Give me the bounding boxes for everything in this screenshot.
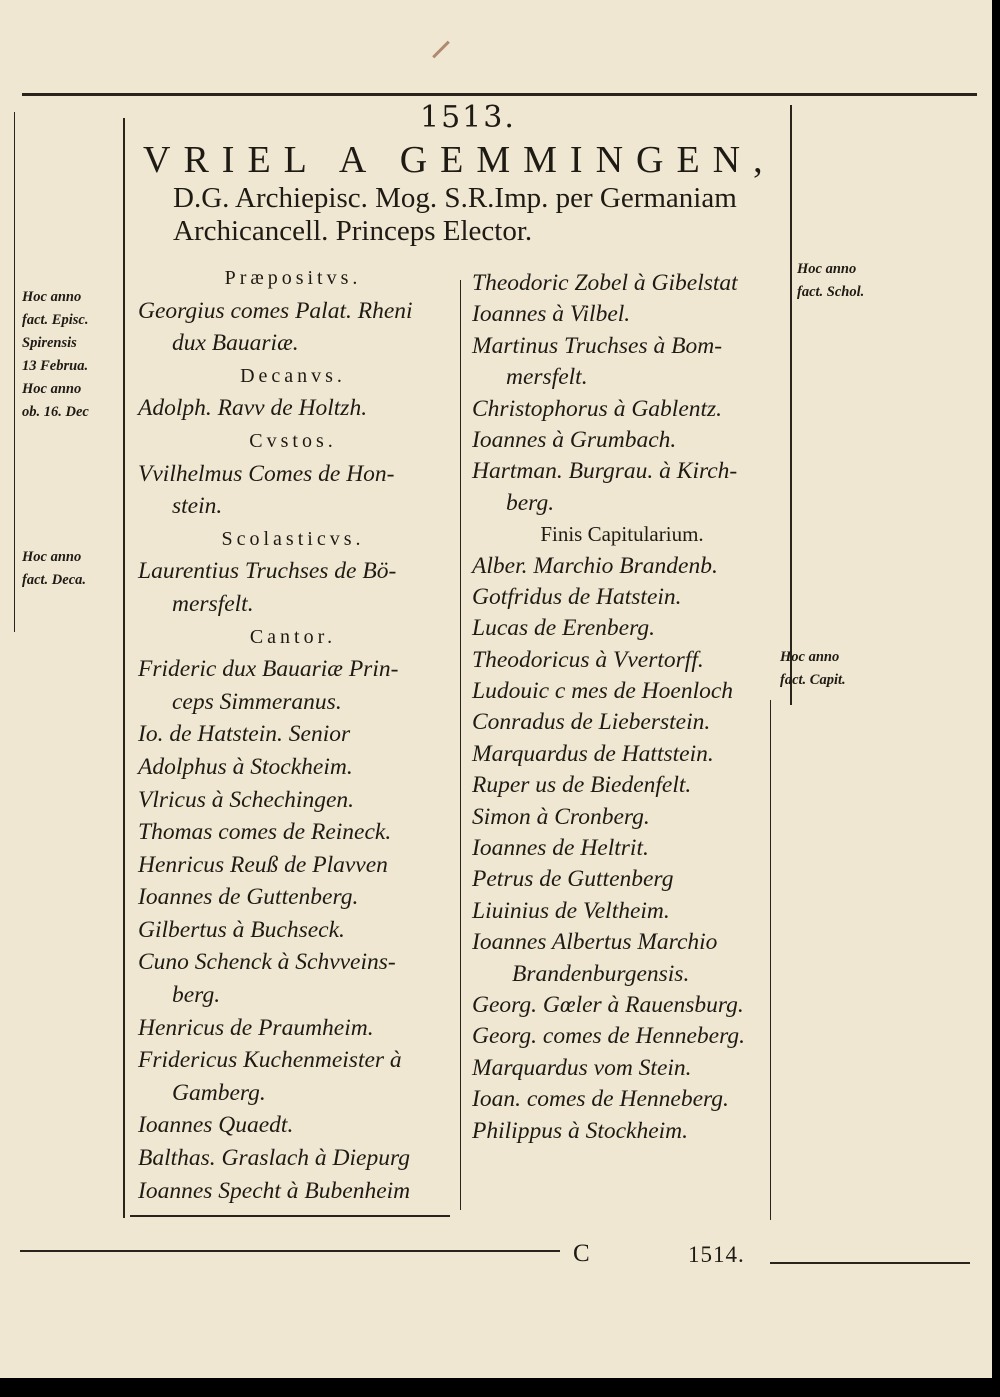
- entry-line: Georg. comes de Henneberg.: [472, 1023, 745, 1050]
- entry-line: Theodoric Zobel à Gibelstat: [472, 270, 738, 296]
- entry-line: Georg. Gœler à Rauensburg.: [472, 991, 744, 1018]
- bottom-rule-left: [20, 1250, 560, 1252]
- entry-line: Gilbertus à Buchseck.: [138, 916, 345, 943]
- page-title: VRIEL A GEMMINGEN,: [143, 139, 776, 181]
- entry-line: Decanvs.: [240, 364, 346, 387]
- entry-line: Adolph. Ravv de Holtzh.: [138, 395, 368, 422]
- entry-line: Hartman. Burgrau. à Kirch-: [472, 458, 738, 485]
- bottom-rule-right: [770, 1262, 970, 1264]
- entry-line: mersfelt.: [506, 364, 588, 391]
- margin-note-left-1: [22, 286, 89, 424]
- entry-line: Marquardus de Hattstein.: [472, 740, 714, 767]
- title-subline-1: D.G. Archiepisc. Mog. S.R.Imp. per Germaniam: [173, 182, 737, 214]
- entry-line: Io. de Hatstein. Senior: [138, 721, 351, 748]
- entry-line: dux Bauariæ.: [172, 330, 299, 357]
- entry-line: Marquardus vom Stein.: [472, 1054, 692, 1081]
- margin-note-line: Hoc anno: [22, 549, 82, 565]
- entry-line: Simon à Cronberg.: [472, 803, 650, 830]
- entry-line: Liuinius de Veltheim.: [472, 897, 670, 924]
- margin-note-line: fact. Schol.: [797, 284, 865, 300]
- margin-note-line: Spirensis: [22, 335, 77, 351]
- entry-line: Ioannes Albertus Marchio: [472, 929, 718, 956]
- right-column: [472, 268, 772, 1147]
- outer-left-line: [14, 112, 15, 632]
- entry-line: Ioannes Quaedt.: [138, 1112, 294, 1139]
- top-rule: [22, 93, 977, 96]
- margin-note-right-2: [780, 646, 846, 692]
- entry-line: Præpositvs.: [224, 267, 362, 289]
- entry-line: Cantor.: [249, 625, 337, 648]
- entry-line: Ioannes de Guttenberg.: [138, 884, 359, 911]
- entry-line: mersfelt.: [172, 590, 254, 617]
- column-divider: [460, 280, 461, 1210]
- left-column: [138, 262, 448, 1207]
- signature-mark: C: [573, 1240, 590, 1267]
- margin-note-line: fact. Deca.: [22, 572, 87, 588]
- entry-line: Georgius comes Palat. Rheni: [138, 297, 413, 324]
- margin-note-line: ob. 16. Dec: [22, 404, 89, 420]
- entry-line: Finis Capitularium.: [540, 522, 704, 547]
- left-frame-line: [123, 118, 125, 1218]
- entry-line: Gamberg.: [172, 1079, 266, 1106]
- entry-line: Ruper us de Biedenfelt.: [472, 772, 692, 799]
- entry-line: ceps Simmeranus.: [172, 688, 342, 715]
- entry-line: stein.: [172, 493, 223, 520]
- entry-line: Ludouic c mes de Hoenloch: [472, 678, 734, 705]
- margin-note-line: 13 Februa.: [22, 358, 89, 374]
- entry-line: Petrus de Guttenberg: [472, 866, 674, 893]
- entry-line: Balthas. Graslach à Diepurg: [138, 1145, 410, 1172]
- margin-note-line: Hoc anno: [797, 261, 857, 277]
- margin-note-line: fact. Episc.: [22, 312, 89, 328]
- entry-line: Gotfridus de Hatstein.: [472, 583, 682, 610]
- entry-line: Ioannes de Heltrit.: [472, 835, 649, 862]
- entry-line: Alber. Marchio Brandenb.: [472, 552, 718, 579]
- entry-line: Theodoricus à Vvertorff.: [472, 646, 704, 673]
- entry-line: Thomas comes de Reineck.: [138, 819, 392, 846]
- entry-line: Adolphus à Stockheim.: [138, 753, 353, 780]
- entry-line: Henricus Reuß de Plavven: [138, 851, 388, 878]
- ink-smudge: [432, 41, 450, 59]
- entry-line: Christophorus à Gablentz.: [472, 395, 723, 422]
- entry-line: Fridericus Kuchenmeister à: [138, 1047, 402, 1074]
- entry-line: Ioannes à Grumbach.: [472, 426, 677, 453]
- entry-line: Ioannes Specht à Bubenheim: [138, 1177, 411, 1204]
- entry-line: Philippus à Stockheim.: [472, 1117, 689, 1144]
- entry-line: Lucas de Erenberg.: [472, 615, 655, 642]
- entry-line: Ioan. comes de Henneberg.: [472, 1086, 729, 1113]
- entry-line: berg.: [506, 489, 555, 516]
- entry-line: Frideric dux Bauariæ Prin-: [138, 656, 399, 683]
- margin-note-line: Hoc anno: [22, 289, 82, 305]
- entry-line: Brandenburgensis.: [512, 960, 690, 987]
- entry-line: Scolasticvs.: [221, 527, 365, 550]
- left-column-baseline: [130, 1215, 450, 1217]
- entry-line: Vlricus à Schechingen.: [138, 786, 355, 813]
- entry-line: Cuno Schenck à Schvveins-: [138, 949, 396, 976]
- entry-line: Martinus Truchses à Bom-: [472, 332, 723, 359]
- title-subline-2: Archicancell. Princeps Elector.: [173, 215, 533, 247]
- entry-line: Cvstos.: [249, 429, 337, 452]
- entry-line: Vvilhelmus Comes de Hon-: [138, 460, 395, 487]
- margin-note-line: Hoc anno: [780, 649, 840, 665]
- margin-note-line: fact. Capit.: [780, 672, 846, 688]
- margin-note-right-1: [797, 258, 864, 304]
- margin-note-line: Hoc anno: [22, 381, 82, 397]
- page-year: 1513.: [420, 100, 516, 135]
- entry-line: berg.: [172, 982, 221, 1009]
- right-frame-line: [790, 105, 792, 705]
- entry-line: Laurentius Truchses de Bö-: [138, 558, 397, 585]
- catchword-year: 1514.: [688, 1242, 745, 1267]
- entry-line: Ioannes à Vilbel.: [472, 301, 631, 328]
- margin-note-left-2: [22, 546, 86, 592]
- entry-line: Henricus de Praumheim.: [138, 1014, 374, 1041]
- entry-line: Conradus de Lieberstein.: [472, 709, 711, 736]
